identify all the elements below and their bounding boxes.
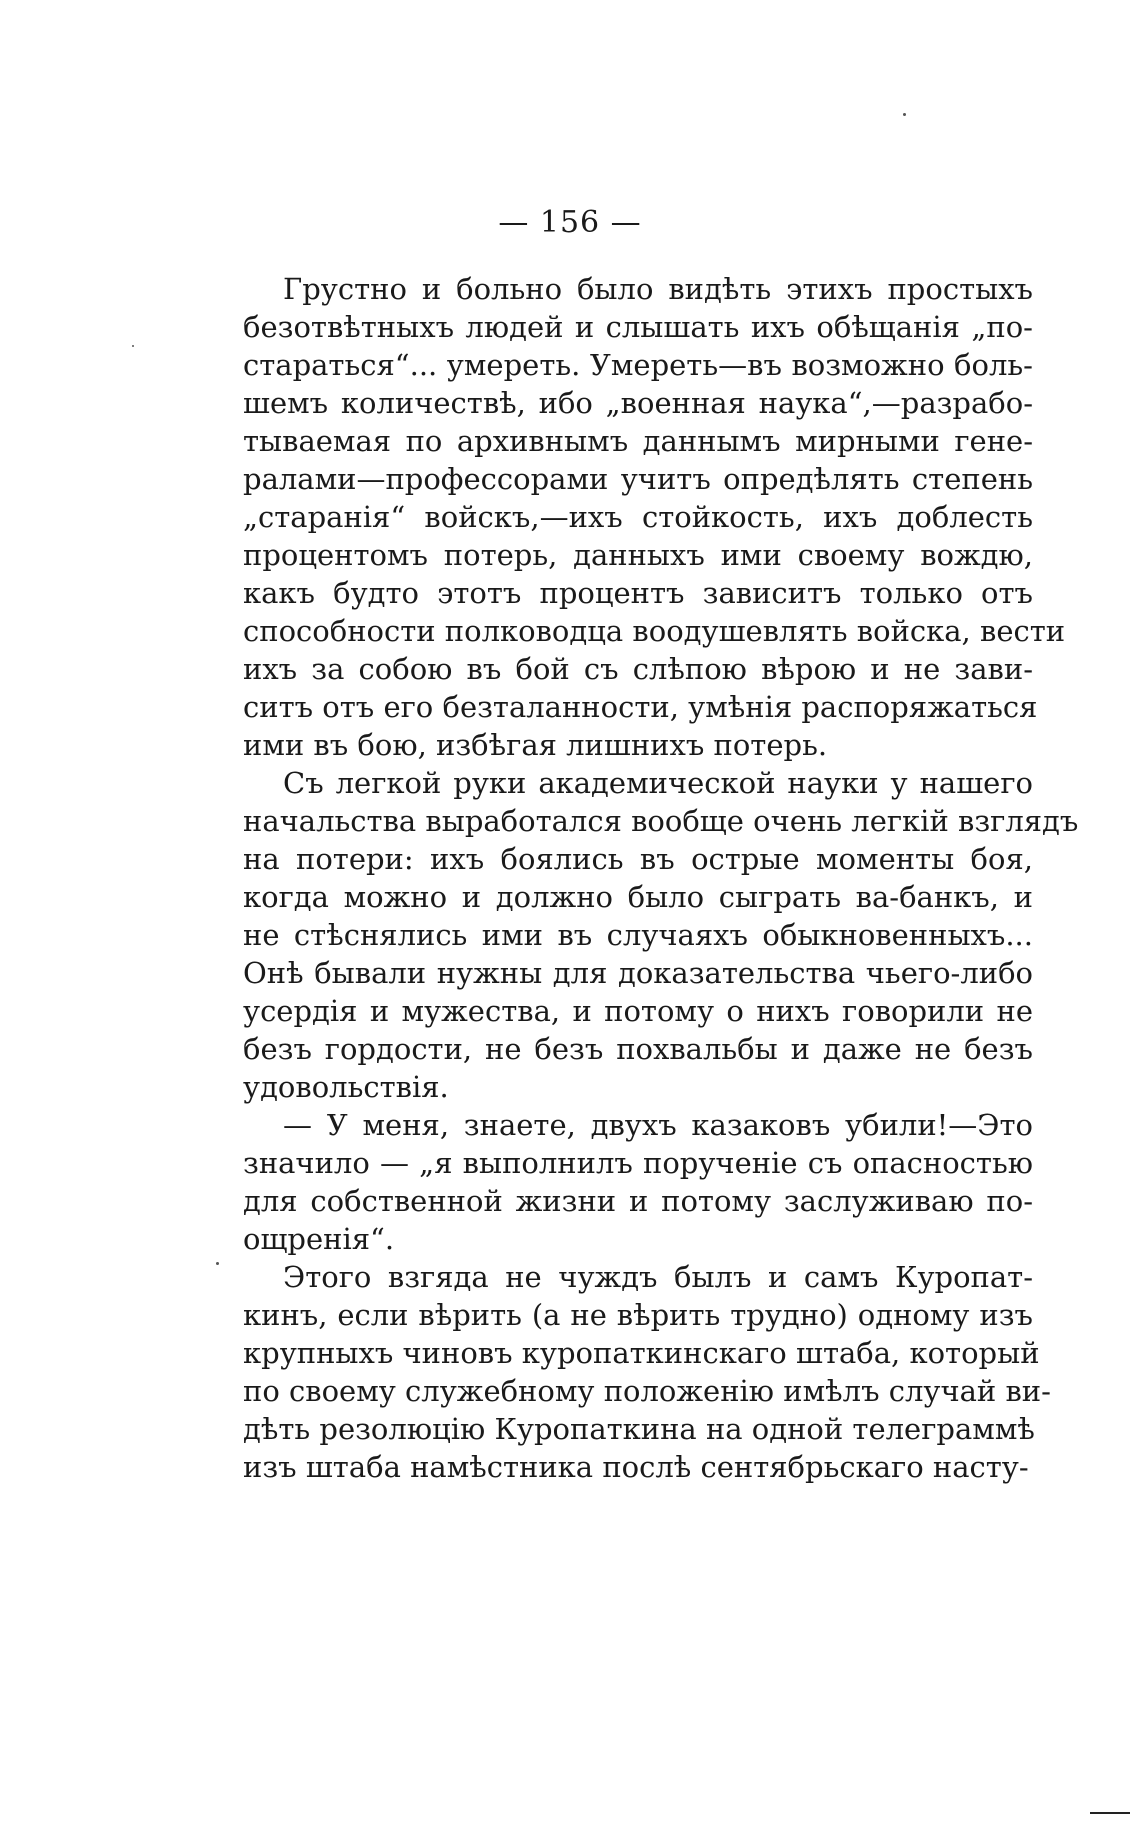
text-line: Онѣ бывали нужны для доказательства чьего-либо bbox=[243, 956, 1033, 990]
text-line: шемъ количествѣ, ибо „военная наука“,—разрабо- bbox=[243, 386, 1033, 420]
text-line: изъ штаба намѣстника послѣ сентябрьскаго насту- bbox=[243, 1450, 1029, 1484]
text-line: стараться“... умереть. Умереть—въ возможно боль- bbox=[243, 348, 1033, 382]
paragraph bbox=[243, 1258, 1051, 1486]
text-line: по своему служебному положенію имѣлъ случай ви- bbox=[243, 1374, 1051, 1408]
text-line: процентомъ потерь, данныхъ ими своему вождю, bbox=[243, 538, 1033, 572]
scan-speck bbox=[903, 113, 906, 116]
text-line: начальства выработался вообще очень легкій взглядъ bbox=[243, 804, 1079, 838]
text-line: какъ будто этотъ процентъ зависитъ только отъ bbox=[243, 576, 1033, 610]
text-line: усердія и мужества, и потому о нихъ говорили не bbox=[243, 994, 1033, 1028]
text-line: для собственной жизни и потому заслуживаю по- bbox=[243, 1184, 1033, 1218]
text-line: когда можно и должно было сыграть ва-банкъ, и bbox=[243, 880, 1033, 914]
text-line: ихъ за собою въ бой съ слѣпою вѣрою и не зави- bbox=[243, 652, 1033, 686]
text-line: „старанія“ войскъ,—ихъ стойкость, ихъ доблесть bbox=[243, 500, 1033, 534]
text-line: способности полководца воодушевлять войска, вести bbox=[243, 614, 1066, 648]
text-line: безъ гордости, не безъ похвальбы и даже не безъ bbox=[243, 1032, 1033, 1066]
text-line: ралами—профессорами учитъ опредѣлять степень bbox=[243, 462, 1033, 496]
text-line: Грустно и больно было видѣть этихъ простыхъ bbox=[283, 272, 1033, 306]
paragraph bbox=[243, 270, 1066, 764]
body-text bbox=[243, 270, 1079, 1486]
text-line: удовольствія. bbox=[243, 1070, 449, 1104]
text-line: тываемая по архивнымъ даннымъ мирными гене- bbox=[243, 424, 1033, 458]
scan-speck bbox=[216, 1262, 219, 1265]
text-line: ощренія“. bbox=[243, 1222, 395, 1256]
scan-speck bbox=[132, 345, 134, 347]
text-line: кинъ, если вѣрить (а не вѣрить трудно) одному изъ bbox=[243, 1298, 1033, 1332]
text-line: — У меня, знаете, двухъ казаковъ убили!—Это bbox=[283, 1108, 1033, 1142]
text-line: ситъ отъ его безталанности, умѣнія распоряжаться bbox=[243, 690, 1038, 724]
text-line: на потери: ихъ боялись въ острые моменты боя, bbox=[243, 842, 1033, 876]
text-line: дѣть резолюцію Куропаткина на одной телеграммѣ bbox=[243, 1412, 1035, 1446]
text-line: ими въ бою, избѣгая лишнихъ потерь. bbox=[243, 728, 828, 762]
text-line: значило — „я выполнилъ порученіе съ опасностью bbox=[243, 1146, 1033, 1180]
text-line: Съ легкой руки академической науки у нашего bbox=[283, 766, 1033, 800]
text-line: Этого взгяда не чуждъ былъ и самъ Куропат- bbox=[283, 1260, 1033, 1294]
paragraph bbox=[243, 764, 1079, 1106]
text-line: не стѣснялись ими въ случаяхъ обыкновенныхъ... bbox=[243, 918, 1033, 952]
scan-edge-mark bbox=[1090, 1812, 1130, 1814]
paragraph bbox=[243, 1106, 1033, 1258]
page-number: — 156 — bbox=[498, 205, 642, 240]
text-line: крупныхъ чиновъ куропаткинскаго штаба, который bbox=[243, 1336, 1040, 1370]
text-line: безотвѣтныхъ людей и слышать ихъ обѣщанія „по- bbox=[243, 310, 1033, 344]
